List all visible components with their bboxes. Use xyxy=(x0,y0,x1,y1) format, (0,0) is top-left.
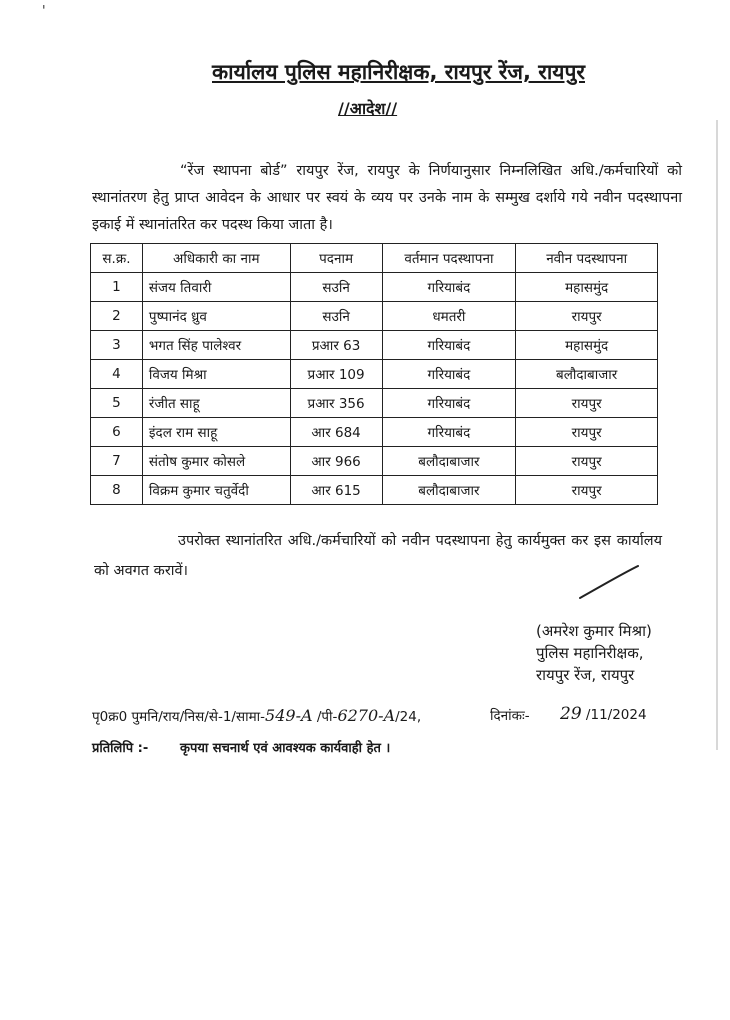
cell-officer-name: संतोष कुमार कोसले xyxy=(142,447,290,476)
cell-designation: प्रआर 356 xyxy=(290,389,382,418)
date-day-handwritten: 29 xyxy=(560,704,582,724)
cell-designation: प्रआर 109 xyxy=(290,360,382,389)
table-row xyxy=(91,389,658,418)
cell-officer-name: पुष्पानंद ध्रुव xyxy=(142,302,290,331)
cell-current-posting: धमतरी xyxy=(382,302,516,331)
cell-serial: 5 xyxy=(91,389,143,418)
table-row xyxy=(91,331,658,360)
table-row xyxy=(91,418,658,447)
cell-current-posting: गरियाबंद xyxy=(382,389,516,418)
cell-new-posting: रायपुर xyxy=(516,302,658,331)
cell-serial: 4 xyxy=(91,360,143,389)
header-new-posting: नवीन पदस्थापना xyxy=(516,244,658,273)
cell-serial: 6 xyxy=(91,418,143,447)
cell-serial: 8 xyxy=(91,476,143,505)
cell-designation: सउनि xyxy=(290,273,382,302)
table-row xyxy=(91,302,658,331)
cell-new-posting: महासमुंद xyxy=(516,331,658,360)
cell-serial: 2 xyxy=(91,302,143,331)
table-header-row xyxy=(91,244,658,273)
cell-officer-name: इंदल राम साहू xyxy=(142,418,290,447)
cell-designation: आर 966 xyxy=(290,447,382,476)
closing-paragraph xyxy=(94,526,662,586)
cell-current-posting: बलौदाबाजार xyxy=(382,476,516,505)
copy-text: कृपया सचनार्थ एवं आवश्यक कार्यवाही हेत । xyxy=(180,741,391,756)
reference-number xyxy=(92,706,421,725)
intro-paragraph-text: “रेंज स्थापना बोर्ड” रायपुर रेंज, रायपुर के निर्णयानुसार निम्नलिखित अधि./कर्मचारियों को स्थानांतरण हेतु प्राप्त आवेदन के आधार पर स्वयं के व्यय पर उनके नाम के सम्मुख दर्शाये गये नवीन पदस्थापना इकाई में स्थानांतरित कर पदस्थ किया जाता है। xyxy=(92,163,682,233)
cell-new-posting: रायपुर xyxy=(516,418,658,447)
header-officer-name: अधिकारी का नाम xyxy=(142,244,290,273)
cell-new-posting: रायपुर xyxy=(516,447,658,476)
cell-designation: आर 684 xyxy=(290,418,382,447)
cell-serial: 1 xyxy=(91,273,143,302)
date-value xyxy=(560,704,647,724)
transfer-table xyxy=(90,243,658,505)
cell-current-posting: गरियाबंद xyxy=(382,331,516,360)
date-rest: /11/2024 xyxy=(581,707,647,723)
header-serial: स.क्र. xyxy=(91,244,143,273)
scan-edge-line xyxy=(716,120,718,750)
table-row xyxy=(91,476,658,505)
table-row xyxy=(91,447,658,476)
cell-officer-name: विक्रम कुमार चतुर्वेदी xyxy=(142,476,290,505)
cell-new-posting: रायपुर xyxy=(516,476,658,505)
cell-serial: 3 xyxy=(91,331,143,360)
header-current-posting: वर्तमान पदस्थापना xyxy=(382,244,516,273)
cell-current-posting: गरियाबंद xyxy=(382,273,516,302)
table-row xyxy=(91,360,658,389)
copy-label: प्रतिलिपि :- xyxy=(92,741,149,756)
reference-handwritten-2: 6270-A xyxy=(337,706,396,725)
closing-paragraph-text: उपरोक्त स्थानांतरित अधि./कर्मचारियों को नवीन पदस्थापना हेतु कार्यमुक्त कर इस कार्यालय को अवगत करावें। xyxy=(94,533,662,579)
table-row xyxy=(91,273,658,302)
cell-new-posting: महासमुंद xyxy=(516,273,658,302)
signatory-designation: पुलिस महानिरीक्षक, xyxy=(536,644,644,662)
cell-officer-name: भगत सिंह पालेश्वर xyxy=(142,331,290,360)
cell-serial: 7 xyxy=(91,447,143,476)
signatory-office: रायपुर रेंज, रायपुर xyxy=(536,666,635,684)
intro-paragraph xyxy=(92,158,682,239)
reference-suffix: /24, xyxy=(395,709,422,725)
scan-mark: ' xyxy=(42,4,46,19)
signatory-name: (अमरेश कुमार मिश्रा) xyxy=(536,622,652,640)
cell-designation: सउनि xyxy=(290,302,382,331)
cell-officer-name: विजय मिश्रा xyxy=(142,360,290,389)
office-title: कार्यालय पुलिस महानिरीक्षक, रायपुर रेंज, रायपुर xyxy=(212,60,585,84)
reference-handwritten-1: 549-A xyxy=(265,706,313,725)
cell-designation: प्रआर 63 xyxy=(290,331,382,360)
cell-designation: आर 615 xyxy=(290,476,382,505)
reference-prefix: पृ0क्र0 पुमनि/राय/निस/से-1/सामा- xyxy=(92,709,266,725)
date-label: दिनांकः- xyxy=(490,708,530,724)
cell-current-posting: गरियाबंद xyxy=(382,360,516,389)
cell-officer-name: संजय तिवारी xyxy=(142,273,290,302)
order-label: //आदेश// xyxy=(338,99,398,118)
signature-block xyxy=(536,620,652,686)
cell-current-posting: बलौदाबाजार xyxy=(382,447,516,476)
reference-middle: /पी- xyxy=(312,709,338,725)
signature-stroke xyxy=(578,562,642,602)
cell-new-posting: रायपुर xyxy=(516,389,658,418)
header-designation: पदनाम xyxy=(290,244,382,273)
cell-new-posting: बलौदाबाजार xyxy=(516,360,658,389)
cell-officer-name: रंजीत साहू xyxy=(142,389,290,418)
cell-current-posting: गरियाबंद xyxy=(382,418,516,447)
